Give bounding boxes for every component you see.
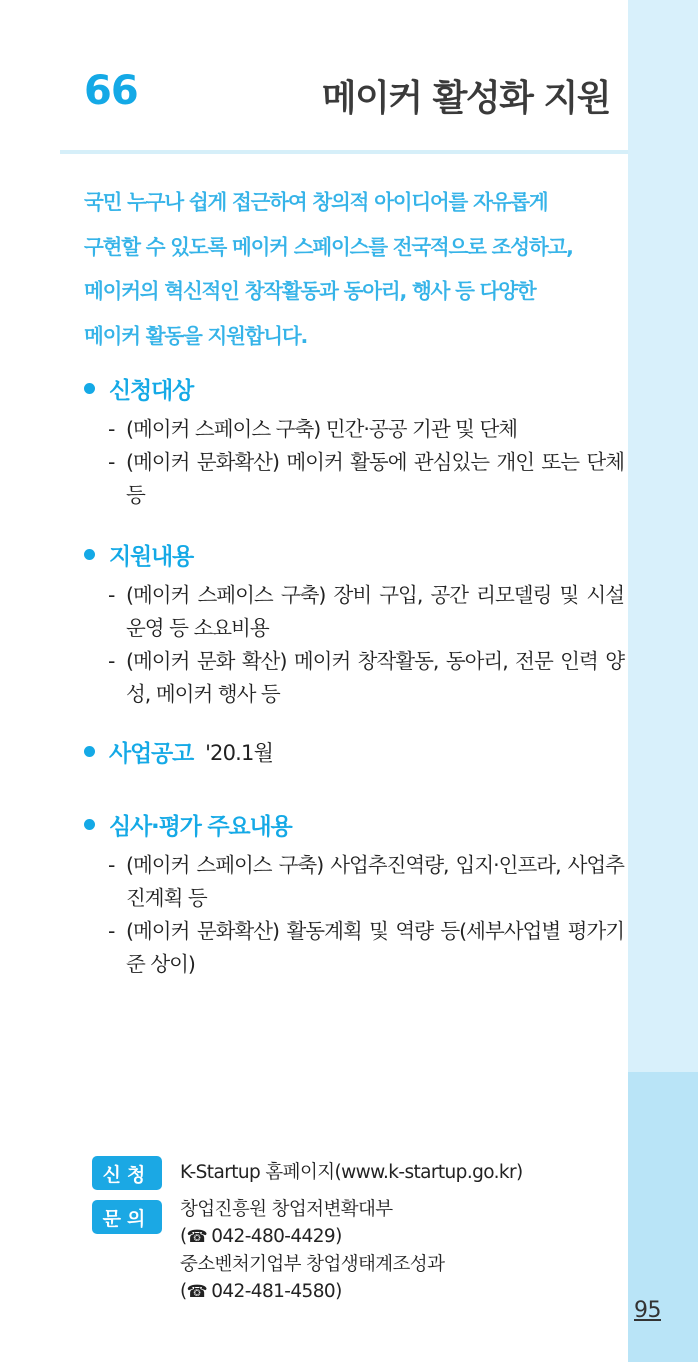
apply-link-text[interactable]: K-Startup 홈페이지(www.k-startup.go.kr) [180,1162,523,1183]
header-divider [60,150,628,154]
section-title: 사업공고 [109,741,194,767]
apply-badge: 신청 [92,1156,162,1190]
list-item: - (메이커 스페이스 구축) 장비 구입, 공간 리모델링 및 시설 운영 등 소요비용 [84,579,624,645]
section-notice [84,735,624,768]
list-item: - (메이커 스페이스 구축) 민간·공공 기관 및 단체 [84,413,624,446]
inquiry-org: 창업진흥원 창업저변확대부 [180,1199,393,1220]
phone-number: 042-480-4429 [211,1226,336,1247]
intro-paragraph [84,180,614,358]
inquiry-contact [92,1200,444,1306]
bullet-icon [84,383,95,394]
intro-line: 구현할 수 있도록 메이커 스페이스를 전국적으로 조성하고, [84,234,573,259]
bullet-icon [84,819,95,830]
notice-date: '20.1월 [205,740,274,765]
apply-text [180,1156,523,1190]
section-heading [84,538,624,571]
list-item: - (메이커 문화확산) 메이커 활동에 관심있는 개인 또는 단체 등 [84,446,624,512]
section-heading [84,372,624,405]
inquiry-badge: 문의 [92,1200,162,1234]
inquiry-text [180,1196,444,1306]
section-heading [84,808,624,841]
list-item: - (메이커 스페이스 구축) 사업추진역량, 입지·인프라, 사업추진계획 등 [84,849,624,915]
apply-contact [92,1156,523,1190]
section-heading [84,735,624,768]
support-list [84,579,624,711]
inquiry-phone-line: (☎ 042-480-4429) [180,1223,444,1251]
section-support [84,538,624,711]
section-title: 지원내용 [109,544,194,570]
page-title: 메이커 활성화 지원 [321,78,610,119]
phone-icon: ☎ [186,1282,208,1302]
inquiry-phone-line: (☎ 042-481-4580) [180,1278,444,1306]
page-number: 95 [634,1298,661,1323]
inquiry-org: 중소벤처기업부 창업생태계조성과 [180,1254,445,1275]
intro-line: 메이커 활동을 지원합니다. [84,323,308,348]
intro-line: 국민 누구나 쉽게 접근하여 창의적 아이디어를 자유롭게 [84,190,548,214]
section-evaluation [84,808,624,981]
intro-line: 메이커의 혁신적인 창작활동과 동아리, 행사 등 다양한 [84,279,536,303]
section-target [84,372,624,512]
list-item: - (메이커 문화 확산) 메이커 창작활동, 동아리, 전문 인력 양성, 메이커 행사 등 [84,645,624,711]
item-number: 66 [84,68,138,114]
bullet-icon [84,549,95,560]
bullet-icon [84,746,95,757]
list-item: - (메이커 문화확산) 활동계획 및 역량 등(세부사업별 평가기준 상이) [84,915,624,981]
section-title: 심사·평가 주요내용 [109,814,292,840]
evaluation-list [84,849,624,981]
phone-number: 042-481-4580 [211,1281,336,1302]
section-title: 신청대상 [109,378,194,404]
phone-icon: ☎ [186,1227,208,1247]
target-list [84,413,624,512]
